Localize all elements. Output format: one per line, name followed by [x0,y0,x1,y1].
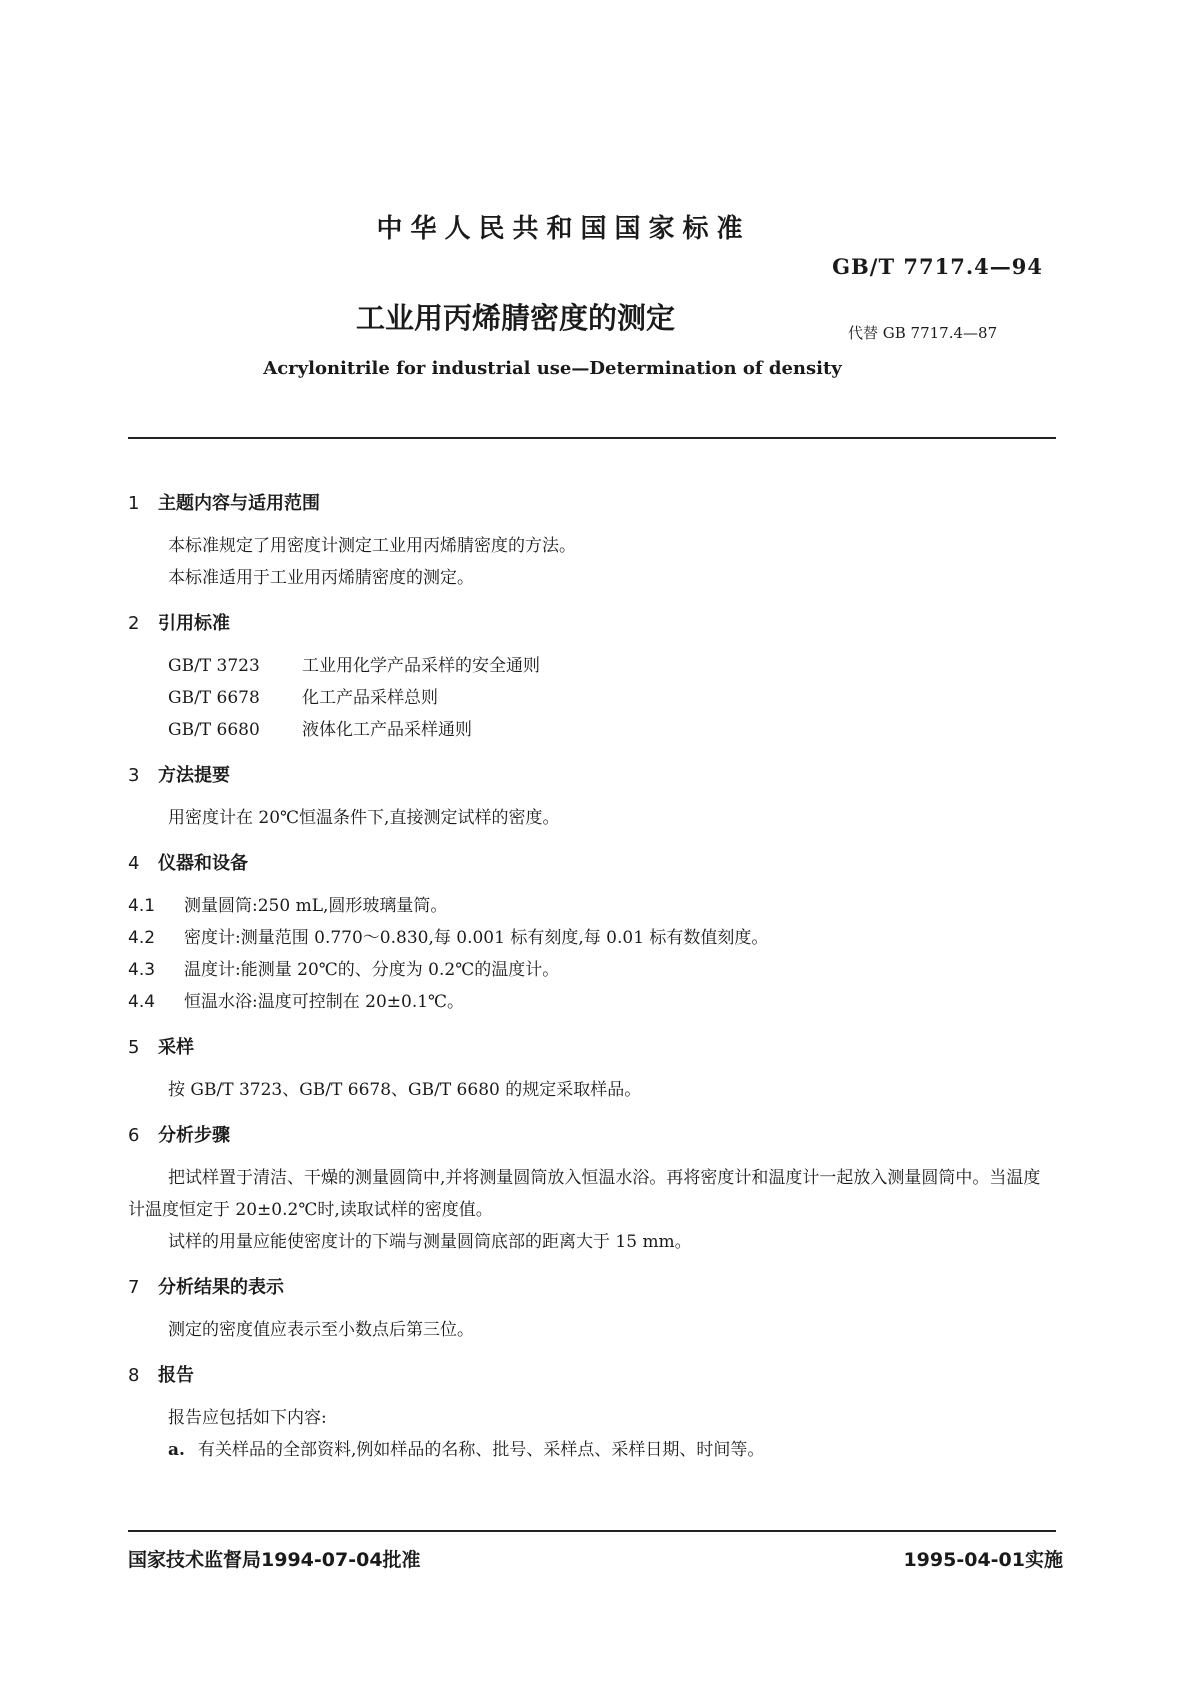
section-8-heading [128,1360,1056,1392]
section-title: 报告 [158,1365,194,1386]
document-title-en: Acrylonitrile for industrial use—Determination of density [263,358,842,379]
item-text: 密度计:测量范围 0.770～0.830,每 0.001 标有刻度,每 0.01 标有数值刻度。 [184,928,769,948]
section-number: 3 [128,765,140,786]
section-number: 1 [128,493,140,514]
item-text: 测量圆筒:250 mL,圆形玻璃量筒。 [184,896,448,916]
section-number: 8 [128,1365,140,1386]
document-title-cn: 工业用丙烯腈密度的测定 [355,301,675,335]
reference-name: 工业用化学产品采样的安全通则 [302,656,540,676]
document-body [128,488,1056,1466]
reference-name: 化工产品采样总则 [302,688,438,708]
section-number: 7 [128,1277,140,1298]
section-number: 2 [128,613,140,634]
approval-date: 国家技术监督局1994-07-04批准 [128,1549,421,1571]
section-6-heading [128,1120,1056,1152]
reference-code: GB/T 6678 [168,688,260,708]
header-divider [128,437,1056,439]
item-number: 4.1 [128,896,156,916]
list-marker: a. [168,1440,185,1460]
list-item-text: 有关样品的全部资料,例如样品的名称、批号、采样点、采样日期、时间等。 [198,1440,765,1460]
section-2-heading [128,608,1056,640]
equipment-item [128,986,1056,1018]
section-number: 6 [128,1125,140,1146]
paragraph: 本标准规定了用密度计测定工业用丙烯腈密度的方法。 [168,536,576,556]
paragraph: 按 GB/T 3723、GB/T 6678、GB/T 6680 的规定采取样品。 [168,1080,642,1100]
item-text: 恒温水浴:温度可控制在 20±0.1℃。 [184,992,465,1012]
equipment-item [128,890,1056,922]
section-title: 引用标准 [158,613,230,634]
item-number: 4.4 [128,992,156,1012]
reference-item [128,682,1056,714]
reference-item [128,714,1056,746]
section-title: 分析结果的表示 [158,1277,284,1298]
section-7-heading [128,1272,1056,1304]
section-number: 4 [128,853,140,874]
section-title: 方法提要 [158,765,230,786]
paragraph: 试样的用量应能使密度计的下端与测量圆筒底部的距离大于 15 mm。 [168,1232,692,1252]
footer-divider [128,1530,1056,1532]
reference-name: 液体化工产品采样通则 [302,720,472,740]
section-title: 分析步骤 [158,1125,230,1146]
paragraph: 用密度计在 20℃恒温条件下,直接测定试样的密度。 [168,808,560,828]
reference-code: GB/T 6680 [168,720,260,740]
reference-code: GB/T 3723 [168,656,260,676]
section-title: 采样 [158,1037,194,1058]
equipment-item [128,954,1056,986]
replaces-note: 代替 GB 7717.4—87 [848,324,998,342]
paragraph: 测定的密度值应表示至小数点后第三位。 [168,1320,474,1340]
section-number: 5 [128,1037,140,1058]
section-title: 仪器和设备 [158,853,248,874]
section-3-heading [128,760,1056,792]
item-text: 温度计:能测量 20℃的、分度为 0.2℃的温度计。 [184,960,560,980]
paragraph: 本标准适用于工业用丙烯腈密度的测定。 [168,568,474,588]
paragraph: 报告应包括如下内容: [168,1408,327,1428]
section-1-heading [128,488,1056,520]
section-4-heading [128,848,1056,880]
paragraph: 把试样置于清洁、干燥的测量圆筒中,并将测量圆筒放入恒温水浴。再将密度计和温度计一起放入测量圆筒中。当温度计温度恒定于 20±0.2℃时,读取试样的密度值。 [128,1168,1041,1220]
implementation-date: 1995-04-01实施 [903,1549,1063,1571]
national-standard-heading: 中华人民共和国国家标准 [376,214,751,244]
list-item [128,1434,1056,1466]
section-title: 主题内容与适用范围 [158,493,320,514]
standard-code: GB/T 7717.4—94 [832,254,1043,279]
section-5-heading [128,1032,1056,1064]
item-number: 4.2 [128,928,156,948]
equipment-item [128,922,1056,954]
item-number: 4.3 [128,960,156,980]
reference-item [128,650,1056,682]
